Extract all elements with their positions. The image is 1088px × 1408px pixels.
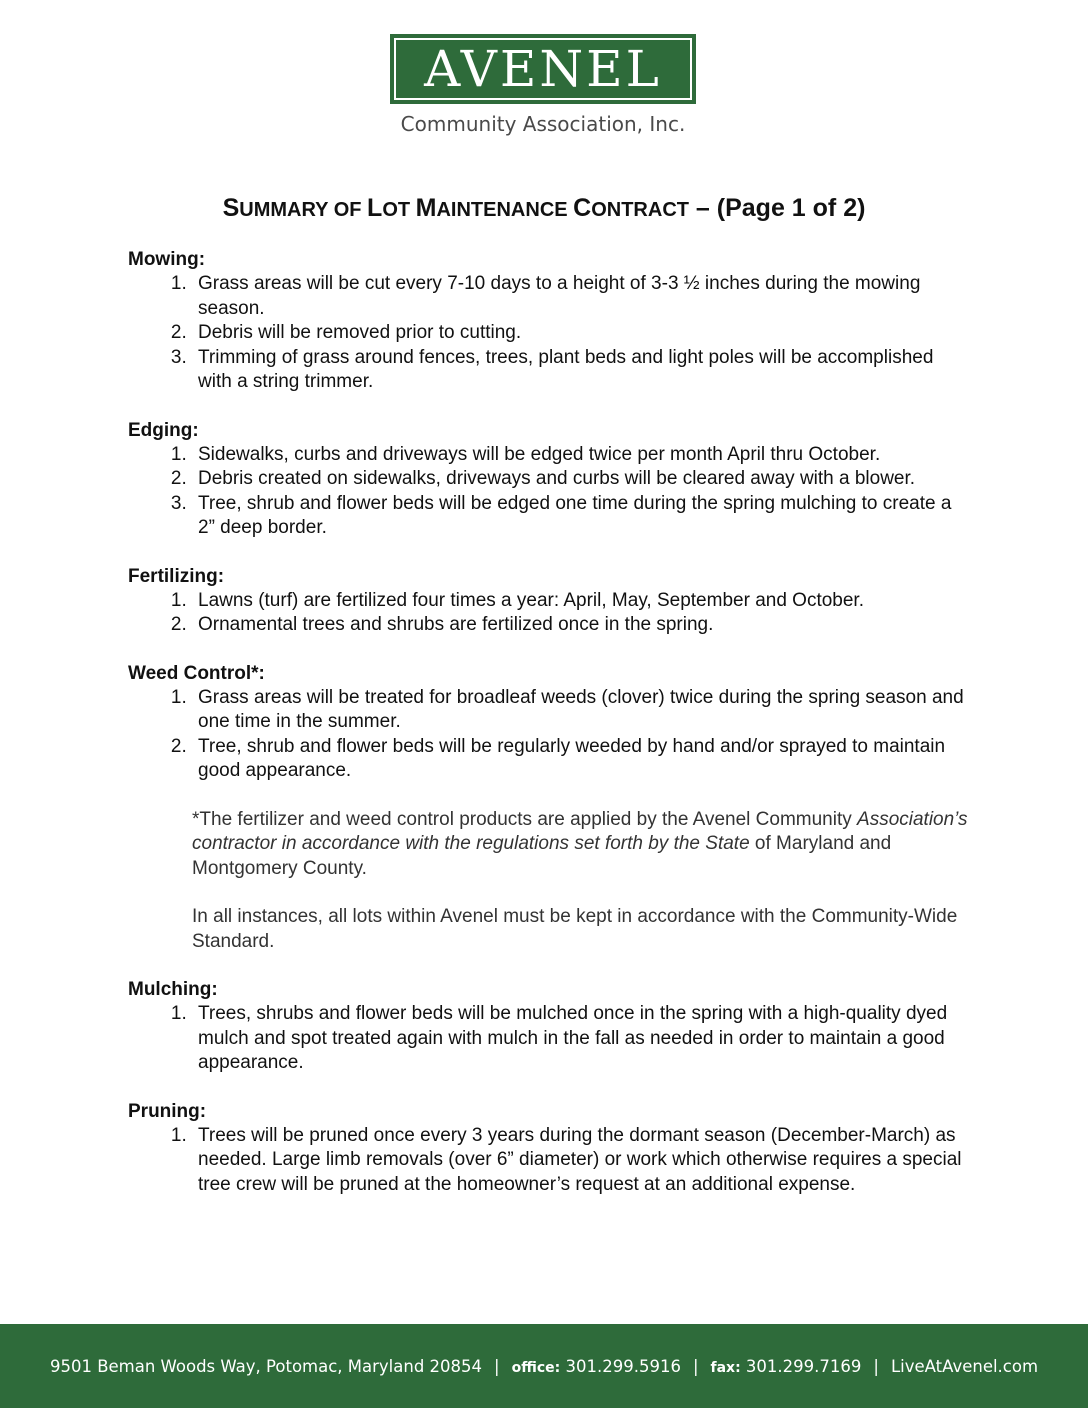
logo-wordmark: AVENEL xyxy=(424,40,662,98)
list-item: 2. Debris will be removed prior to cutting. xyxy=(192,321,968,346)
section-edging xyxy=(128,419,968,541)
office-phone: 301.299.5916 xyxy=(560,1356,681,1376)
title-s3-rest: AINTENANCE xyxy=(436,199,574,221)
section-fertilizing xyxy=(128,565,968,638)
list-item: 2. Debris created on sidewalks, driveways and curbs will be cleared away with a blower. xyxy=(192,467,968,492)
section-heading: Fertilizing: xyxy=(128,565,225,587)
list-item: 3. Trimming of grass around fences, trees, plant beds and light poles will be accomplished with a string trimmer. xyxy=(192,346,968,395)
section-mowing xyxy=(128,248,968,395)
title-s3-cap: M xyxy=(415,194,437,222)
mulching-list xyxy=(128,1002,968,1076)
list-item: 1. Trees, shrubs and flower beds will be mulched once in the spring with a high-quality dyed mulch and spot treated again with mulch in the fall as needed in order to maintain a good appearance. xyxy=(192,1002,968,1076)
mowing-list xyxy=(128,272,968,395)
list-item: 1. Grass areas will be cut every 7-10 days to a height of 3-3 ½ inches during the mowing season. xyxy=(192,272,968,321)
section-heading: Edging: xyxy=(128,419,199,441)
footer-office xyxy=(512,1357,681,1376)
edging-list xyxy=(128,443,968,541)
title-s1-cap: S xyxy=(222,194,240,222)
section-pruning xyxy=(128,1100,968,1198)
section-weed-control xyxy=(128,662,968,955)
list-item: 2. Tree, shrub and flower beds will be regularly weeded by hand and/or sprayed to maintain good appearance. xyxy=(192,735,968,784)
avenel-logo xyxy=(390,34,696,104)
list-item: 1. Sidewalks, curbs and driveways will be edged twice per month April thru October. xyxy=(192,443,968,468)
footer-separator: | xyxy=(873,1356,879,1376)
section-heading: Mowing: xyxy=(128,249,206,270)
list-item: 3. Tree, shrub and flower beds will be edged one time during the spring mulching to create a 2” deep border. xyxy=(192,492,968,541)
section-heading: Weed Control*: xyxy=(128,662,265,684)
footer-fax xyxy=(711,1357,862,1376)
section-mulching xyxy=(128,978,968,1076)
weed-control-list xyxy=(128,686,968,784)
title-s1-rest: UMMARY OF xyxy=(239,199,368,221)
section-heading: Mulching: xyxy=(128,979,218,1000)
title-page-info: – (Page 1 of 2) xyxy=(688,194,866,222)
footer-contact-bar xyxy=(0,1324,1088,1408)
title-s4-cap: C xyxy=(573,194,592,222)
footnote-products xyxy=(192,808,968,882)
title-s4-rest: ONTRACT xyxy=(591,199,689,221)
logo-subtitle: Community Association, Inc. xyxy=(400,112,686,136)
footnote-part-b: Association’s contractor in accordance with the regulations set forth by the State xyxy=(192,808,968,854)
footnote-part-c: of Maryland and Montgomery County. xyxy=(192,833,892,879)
list-item: 1. Grass areas will be treated for broadleaf weeds (clover) twice during the spring season and one time in the summer. xyxy=(192,686,968,735)
office-label: office: xyxy=(511,1359,561,1376)
section-heading: Pruning: xyxy=(128,1100,207,1122)
fax-label: fax: xyxy=(710,1359,741,1376)
footer-address: 9501 Beman Woods Way, Potomac, Maryland 20854 xyxy=(49,1356,483,1376)
footer-separator: | xyxy=(692,1356,699,1376)
list-item: 1. Trees will be pruned once every 3 years during the dormant season (December-March) as needed. Large limb removals (over 6” diameter) or work which otherwise requires a special tree crew will be pruned at the homeowner’s request at an additional expense. xyxy=(192,1124,968,1198)
document-body xyxy=(128,248,968,1221)
title-s2-rest: OT xyxy=(382,199,416,221)
community-standard-note: In all instances, all lots within Avenel must be kept in accordance with the Community-Wide Standard. xyxy=(192,906,958,952)
fax-phone: 301.299.7169 xyxy=(740,1356,862,1376)
pruning-list xyxy=(128,1124,968,1198)
footer-website: LiveAtAvenel.com xyxy=(890,1356,1039,1376)
list-item: 2. Ornamental trees and shrubs are fertilized once in the spring. xyxy=(192,613,968,638)
document-title xyxy=(0,194,1088,223)
footer-separator: | xyxy=(494,1356,500,1376)
fertilizing-list xyxy=(128,589,968,638)
list-item: 1. Lawns (turf) are fertilized four times a year: April, May, September and October. xyxy=(192,589,968,614)
title-s2-cap: L xyxy=(367,194,383,222)
weed-control-notes xyxy=(192,808,968,955)
footnote-part-a: *The fertilizer and weed control products are applied by the Avenel Community xyxy=(192,808,858,830)
